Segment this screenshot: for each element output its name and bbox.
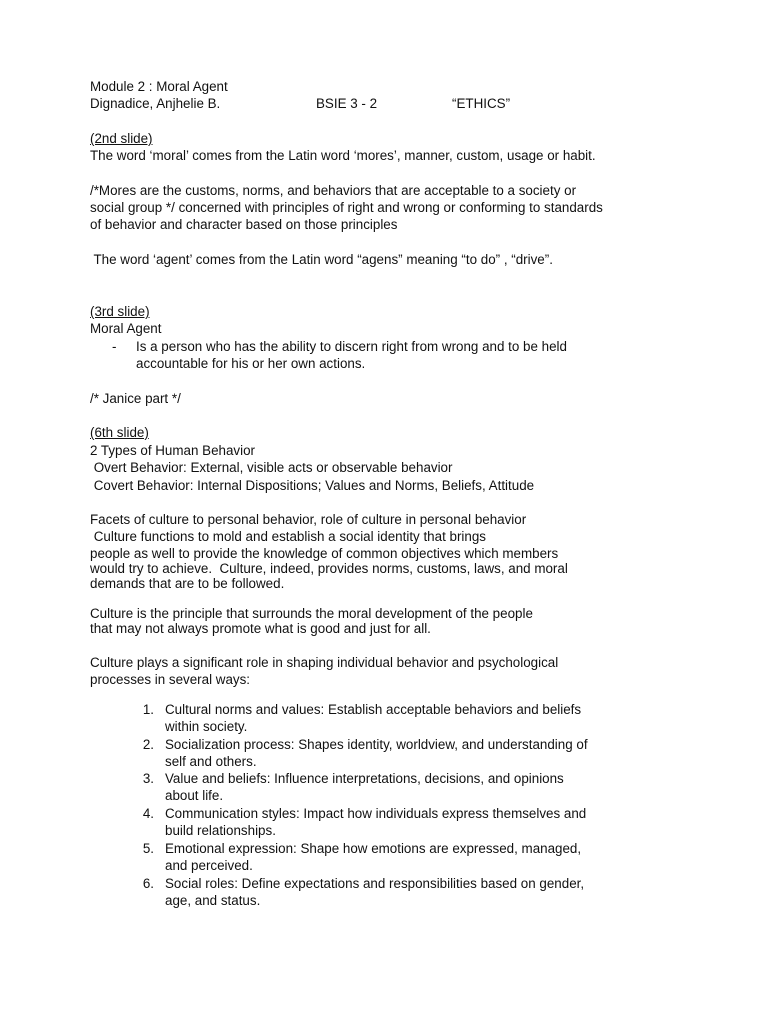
mores-paragraph-line: /*Mores are the customs, norms, and behaviors that are acceptable to a society or (90, 183, 577, 198)
list-item-line: build relationships. (165, 823, 276, 838)
moral-agent-heading: Moral Agent (90, 321, 162, 336)
list-item-line: about life. (165, 788, 224, 803)
list-item-line: Value and beliefs: Influence interpretations, decisions, and opinions (165, 771, 564, 786)
overt-behavior: Overt Behavior: External, visible acts or observable behavior (90, 460, 453, 475)
moral-agent-bullet-line: Is a person who has the ability to discern right from wrong and to be held (136, 339, 567, 354)
culture-role-line: Culture plays a significant role in shaping individual behavior and psychological (90, 655, 559, 670)
subject-title: “ETHICS” (452, 96, 511, 111)
culture-role-line: processes in several ways: (90, 672, 251, 687)
mores-paragraph-line: social group */ concerned with principles of right and wrong or conforming to standards (90, 200, 603, 215)
moral-agent-bullet-line: accountable for his or her own actions. (136, 356, 366, 371)
moral-definition: The word ‘moral’ comes from the Latin word ‘mores’, manner, custom, usage or habit. (90, 148, 596, 163)
list-item-line: self and others. (165, 754, 257, 769)
culture-principle-line: that may not always promote what is good and just for all. (90, 621, 431, 636)
author-name: Dignadice, Anjhelie B. (90, 96, 221, 111)
list-item-line: Emotional expression: Shape how emotions are expressed, managed, (165, 841, 582, 856)
slide3-label: (3rd slide) (90, 304, 150, 319)
behavior-types-heading: 2 Types of Human Behavior (90, 443, 255, 458)
janice-part-note: /* Janice part */ (90, 391, 181, 406)
list-item-line: Socialization process: Shapes identity, worldview, and understanding of (165, 737, 588, 752)
list-item-line: age, and status. (165, 893, 261, 908)
list-item-number: 1. (142, 702, 154, 717)
culture-principle-line: Culture is the principle that surrounds the moral development of the people (90, 606, 533, 621)
slide2-label: (2nd slide) (90, 131, 153, 146)
list-item-line: Cultural norms and values: Establish acceptable behaviors and beliefs (165, 702, 582, 717)
module-title: Module 2 : Moral Agent (90, 79, 228, 94)
list-item-number: 2. (142, 737, 154, 752)
bullet-dash: - (112, 339, 117, 354)
facets-line: demands that are to be followed. (90, 576, 285, 591)
list-item-number: 6. (142, 876, 154, 891)
list-item-number: 5. (142, 841, 154, 856)
list-item-line: Communication styles: Impact how individuals express themselves and (165, 806, 587, 821)
agent-definition: The word ‘agent’ comes from the Latin word “agens” meaning “to do” , “drive”. (90, 252, 553, 267)
covert-behavior: Covert Behavior: Internal Dispositions; Values and Norms, Beliefs, Attitude (90, 478, 535, 493)
list-item-line: Social roles: Define expectations and responsibilities based on gender, (165, 876, 585, 891)
mores-paragraph-line: of behavior and character based on those principles (90, 217, 398, 232)
list-item-number: 4. (142, 806, 154, 821)
list-item-number: 3. (142, 771, 154, 786)
facets-line: Culture functions to mold and establish a social identity that brings (90, 529, 486, 544)
course-section: BSIE 3 - 2 (316, 96, 378, 111)
list-item-line: within society. (165, 719, 248, 734)
facets-line: would try to achieve. Culture, indeed, provides norms, customs, laws, and moral (90, 561, 568, 576)
slide6-label: (6th slide) (90, 425, 149, 440)
facets-line: people as well to provide the knowledge of common objectives which members (90, 546, 559, 561)
facets-line: Facets of culture to personal behavior, role of culture in personal behavior (90, 512, 527, 527)
list-item-line: and perceived. (165, 858, 253, 873)
